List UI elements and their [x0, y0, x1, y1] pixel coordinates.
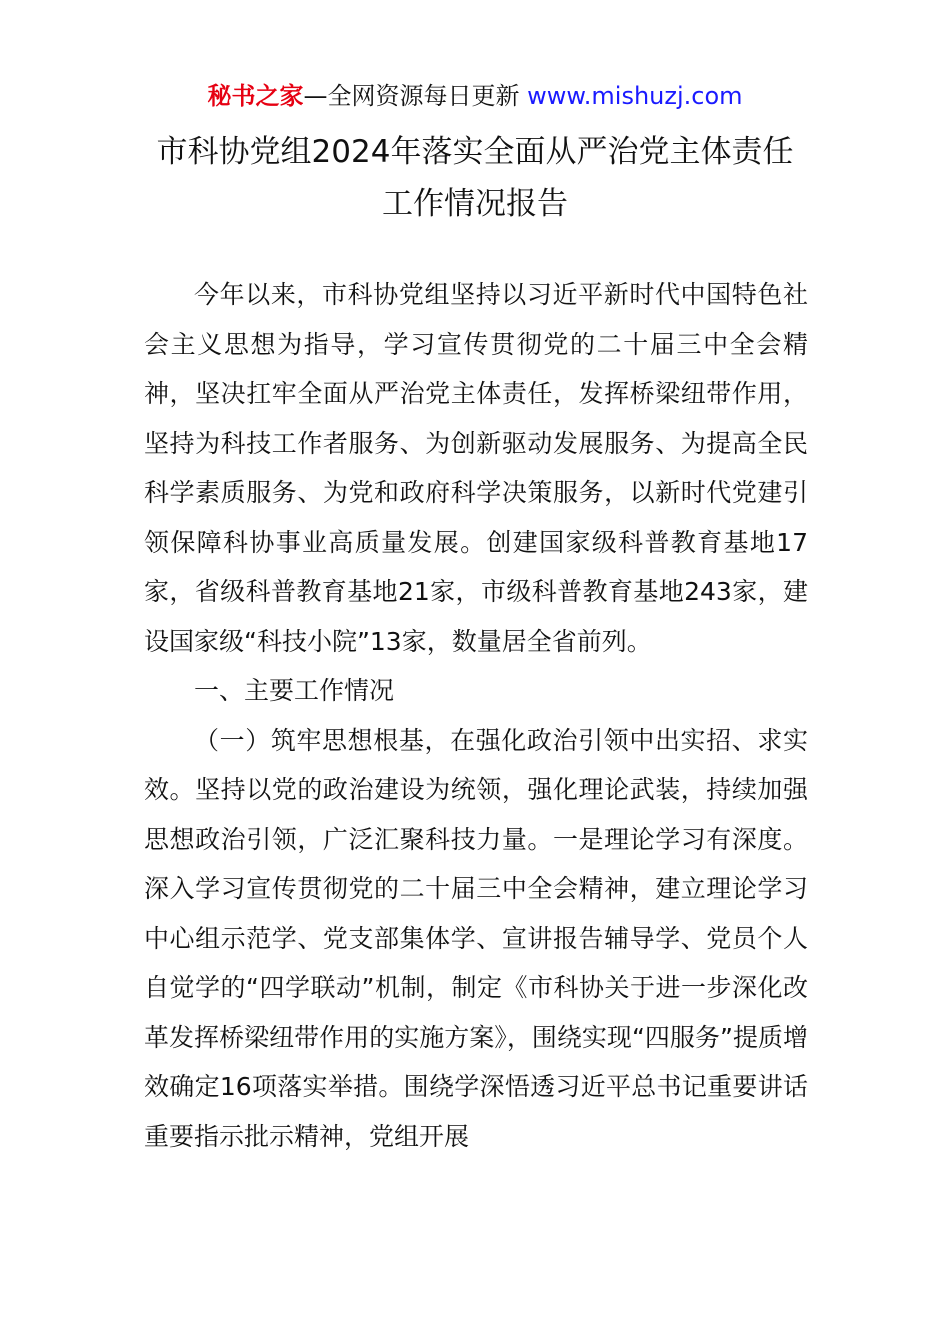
site-url: www.mishuzj.com: [527, 82, 743, 110]
section-paragraph: （一）筑牢思想根基，在强化政治引领中出实招、求实效。坚持以党的政治建设为统领，强化理论武装，持续加强思想政治引领，广泛汇聚科技力量。一是理论学习有深度。深入学习宣传贯彻党的二十届三中全会精神，建立理论学习中心组示范学、党支部集体学、宣讲报告辅导学、党员个人自觉学的“四学联动”机制，制定《市科协关于进一步深化改革发挥桥梁纽带作用的实施方案》，围绕实现“四服务”提质增效确定16项落实举措。围绕学深悟透习近平总书记重要讲话重要指示批示精神，党组开展: [144, 725, 808, 1151]
document-title: [100, 126, 850, 230]
document-body: [144, 270, 808, 1161]
intro-paragraph: 今年以来，市科协党组坚持以习近平新时代中国特色社会主义思想为指导，学习宣传贯彻党的二十届三中全会精神，坚决扛牢全面从严治党主体责任，发挥桥梁纽带作用，坚持为科技工作者服务、为创新驱动发展服务、为提高全民科学素质服务、为党和政府科学决策服务，以新时代党建引领保障科协事业高质量发展。创建国家级科普教育基地17家，省级科普教育基地21家，市级科普教育基地243家，建设国家级“科技小院”13家，数量居全省前列。: [144, 280, 808, 656]
title-line-2: 工作情况报告: [382, 186, 568, 222]
title-line-1: 市科协党组2024年落实全面从严治党主体责任: [156, 134, 794, 170]
section-heading: 一、主要工作情况: [194, 676, 395, 705]
brand-name: 秘书之家: [207, 82, 304, 110]
watermark-header: [0, 80, 950, 112]
header-tagline: —全网资源每日更新: [303, 82, 528, 110]
